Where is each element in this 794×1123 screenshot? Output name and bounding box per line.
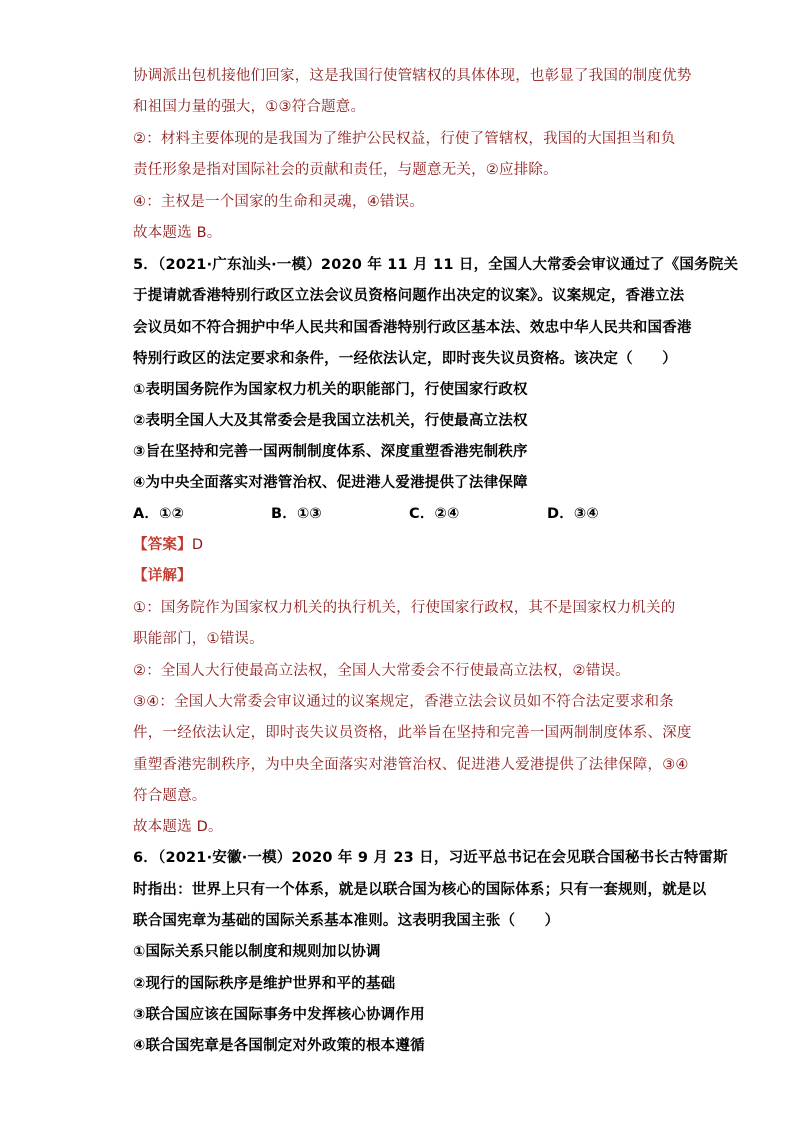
q5-detail-line-6: 重塑香港宪制秩序，为中央全面落实对港管治权、促进港人爱港提供了法律保障，③④	[133, 757, 689, 773]
q5-stem-line-1: 5．（2021·广东汕头·一模）2020 年 11 月 11 日，全国人大常委会审议通过了《国务院关	[133, 257, 739, 273]
prev-conclusion: 故本题选 B。	[133, 225, 222, 241]
answer-value: D	[191, 537, 204, 553]
q5-statement-2: ②表明全国人大及其常委会是我国立法机关，行使最高立法权	[133, 413, 528, 429]
q5-detail-line-7: 符合题意。	[133, 788, 207, 804]
q5-conclusion: 故本题选 D。	[133, 819, 223, 835]
q6-statement-2: ②现行的国际秩序是维护世界和平的基础	[133, 976, 396, 992]
q6-stem-line-1: 6．（2021·安徽·一模）2020 年 9 月 23 日，习近平总书记在会见联合国秘书长古特雷斯	[133, 850, 728, 866]
q5-detail-line-1: ①：国务院作为国家权力机关的执行机关，行使国家行政权，其不是国家权力机关的	[133, 600, 676, 616]
answer-label: 【答案】	[133, 537, 192, 553]
q5-answer-row	[133, 535, 203, 555]
q6-statement-4: ④联合国宪章是各国制定对外政策的根本遵循	[133, 1038, 425, 1054]
q5-statement-1: ①表明国务院作为国家权力机关的职能部门，行使国家行政权	[133, 382, 528, 398]
q5-option-c: C．②④	[409, 506, 460, 522]
q5-statement-4: ④为中央全面落实对港管治权、促进港人爱港提供了法律保障	[133, 475, 528, 491]
q5-stem-line-4: 特别行政区的法定要求和条件，一经依法认定，即时丧失议员资格。该决定（ ）	[133, 351, 677, 367]
q6-stem-line-2: 时指出：世界上只有一个体系，就是以联合国为核心的国际体系；只有一套规则，就是以	[133, 882, 707, 898]
q5-statement-3: ③旨在坚持和完善一国两制制度体系、深度重塑香港宪制秩序	[133, 444, 528, 460]
detail-label: 【详解】	[133, 568, 192, 584]
q6-stem-line-3: 联合国宪章为基础的国际关系基本准则。这表明我国主张（ ）	[133, 913, 560, 929]
q5-option-b: B．①③	[271, 506, 322, 522]
prev-explanation-line-3: ②：材料主要体现的是我国为了维护公民权益，行使了管辖权，我国的大国担当和负	[133, 131, 676, 147]
q5-detail-line-3: ②：全国人大行使最高立法权，全国人大常委会不行使最高立法权，②错误。	[133, 663, 630, 679]
q5-detail-line-4: ③④：全国人大常委会审议通过的议案规定，香港立法会议员如不符合法定要求和条	[133, 694, 674, 710]
q5-option-a: A．①②	[133, 506, 185, 522]
prev-explanation-line-5: ④：主权是一个国家的生命和灵魂，④错误。	[133, 194, 424, 210]
prev-explanation-line-4: 责任形象是指对国际社会的贡献和责任，与题意无关，②应排除。	[133, 162, 558, 178]
q6-statement-1: ①国际关系只能以制度和规则加以协调	[133, 944, 381, 960]
q5-option-d: D．③④	[547, 506, 599, 522]
q5-detail-line-2: 职能部门，①错误。	[133, 631, 264, 647]
prev-explanation-line-1: 协调派出包机接他们回家，这是我国行使管辖权的具体体现，也彰显了我国的制度优势	[133, 68, 692, 84]
q6-statement-3: ③联合国应该在国际事务中发挥核心协调作用	[133, 1007, 425, 1023]
q5-stem-line-2: 于提请就香港特别行政区立法会议员资格问题作出决定的议案》。议案规定，香港立法	[133, 288, 685, 304]
q5-stem-line-3: 会议员如不符合拥护中华人民共和国香港特别行政区基本法、效忠中华人民共和国香港	[133, 320, 692, 336]
q5-detail-line-5: 件，一经依法认定，即时丧失议员资格，此举旨在坚持和完善一国两制制度体系、深度	[133, 725, 692, 741]
prev-explanation-line-2: 和祖国力量的强大，①③符合题意。	[133, 99, 366, 115]
